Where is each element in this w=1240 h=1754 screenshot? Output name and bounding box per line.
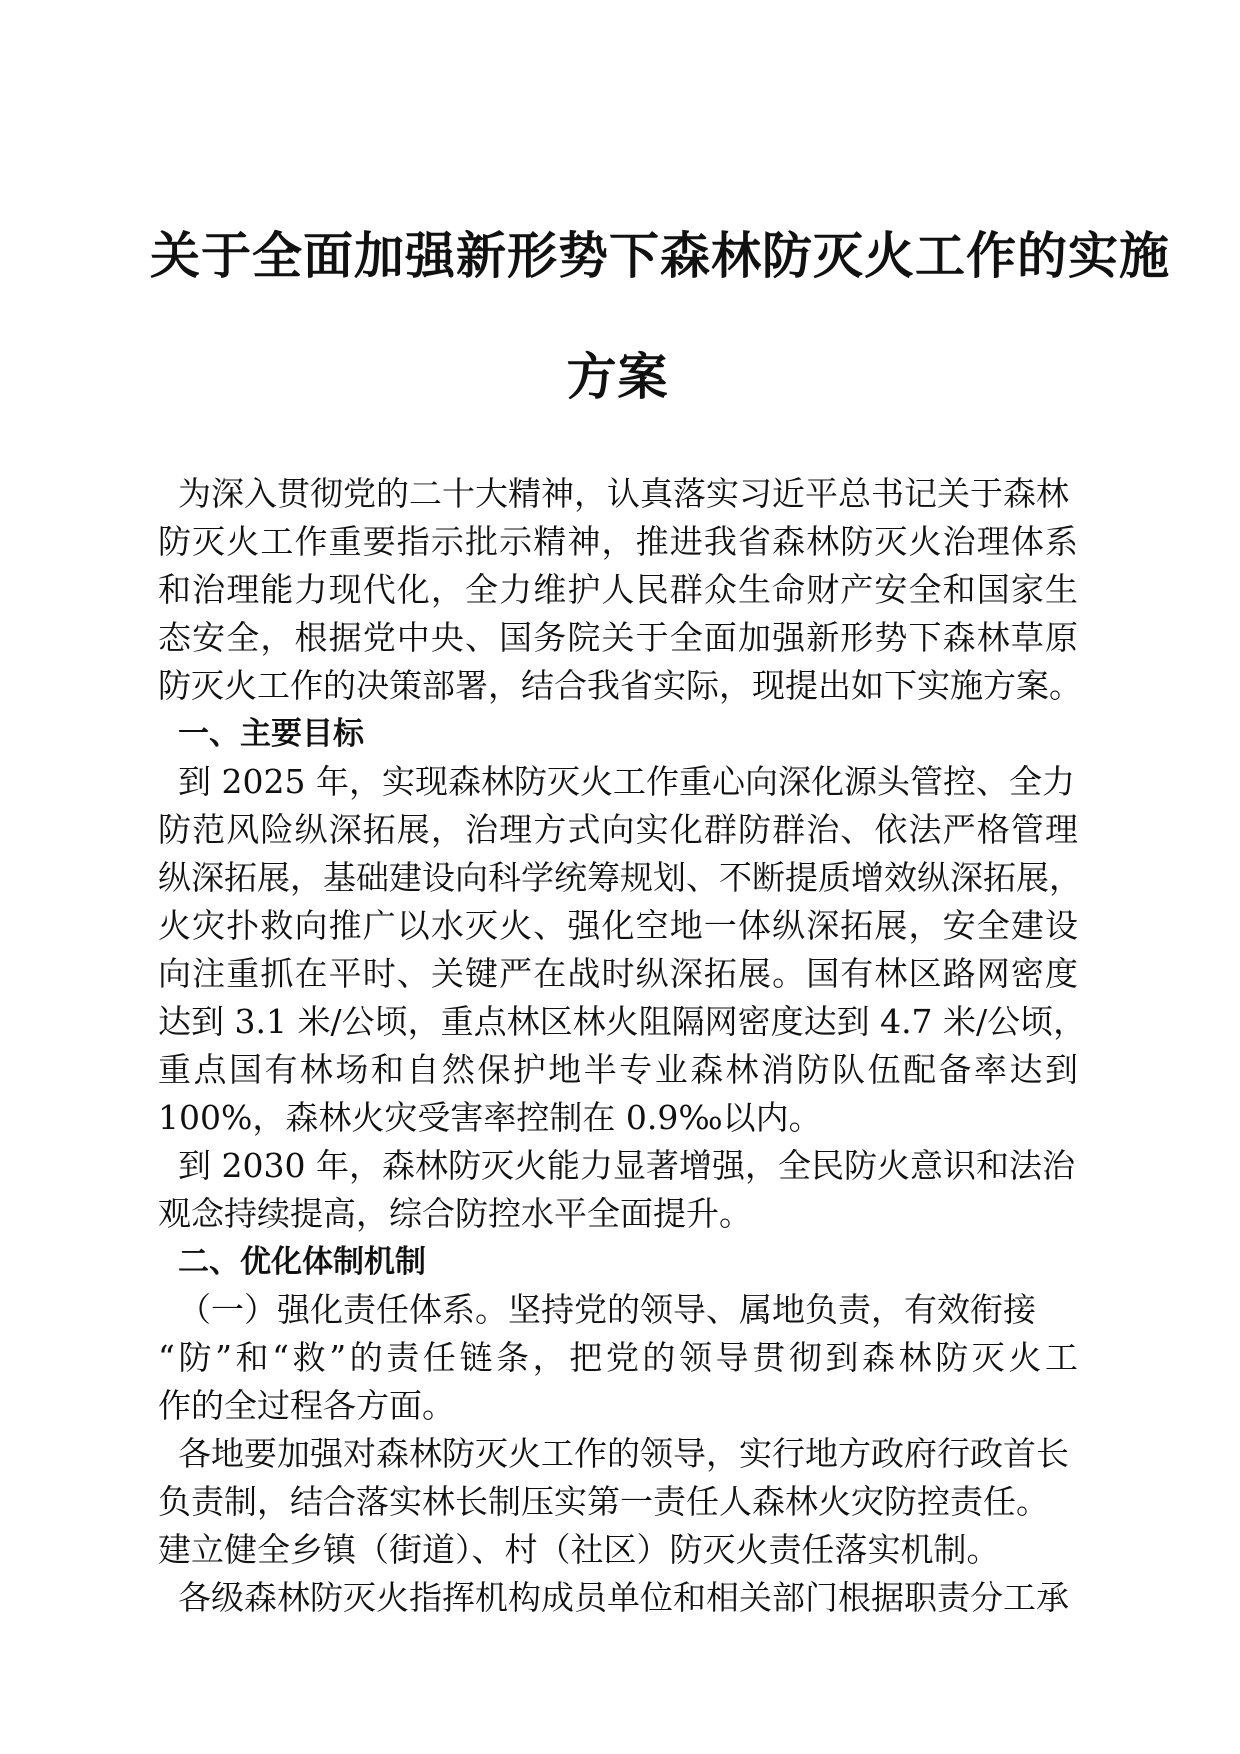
body-text-line: 火灾扑救向推广以水灭火、强化空地一体纵深拓展，安全建设	[158, 906, 1078, 945]
body-text-line: 防范风险纵深拓展，治理方式向实化群防群治、依法严格管理	[158, 810, 1078, 849]
document-body	[158, 470, 1087, 1622]
body-text-line: 达到 3.1 米/公顷，重点林区林火阻隔网密度达到 4.7 米/公顷，	[158, 1002, 1087, 1041]
body-text-line: 观念持续提高，综合防控水平全面提升。	[158, 1194, 752, 1233]
body-text-line: 各级森林防灭火指挥机构成员单位和相关部门根据职责分工承	[178, 1578, 1069, 1617]
body-text-line: 建立健全乡镇（街道）、村（社区）防灭火责任落实机制。	[158, 1530, 1000, 1569]
section-heading: 一、主要目标	[178, 716, 364, 752]
body-text-line: 到 2025 年，实现森林防灭火工作重心向深化源头管控、全力	[178, 762, 1075, 801]
body-text-line: 100%，森林火灾受害率控制在 0.9‰以内。	[158, 1098, 822, 1137]
body-text-line: 作的全过程各方面。	[158, 1386, 455, 1425]
body-text-line: 向注重抓在平时、关键严在战时纵深拓展。国有林区路网密度	[158, 954, 1078, 993]
body-text-line: 态安全，根据党中央、国务院关于全面加强新形势下森林草原	[158, 618, 1078, 657]
body-text-line: 和治理能力现代化，全力维护人民群众生命财产安全和国家生	[158, 570, 1078, 609]
body-text-line: 为深入贯彻党的二十大精神，认真落实习近平总书记关于森林	[178, 474, 1069, 513]
body-text-line: 负责制，结合落实林长制压实第一责任人森林火灾防控责任。	[158, 1482, 1049, 1521]
document-title-line-1: 关于全面加强新形势下森林防灭火工作的实施	[150, 226, 1170, 285]
body-text-line: 重点国有林场和自然保护地半专业森林消防队伍配备率达到	[158, 1050, 1078, 1089]
section-heading: 二、优化体制机制	[178, 1244, 426, 1280]
body-text-line: 防灭火工作重要指示批示精神，推进我省森林防灭火治理体系	[158, 522, 1078, 561]
body-text-line: “防”和“救”的责任链条，把党的领导贯彻到森林防灭火工	[158, 1338, 1078, 1377]
body-text-line: 防灭火工作的决策部署，结合我省实际，现提出如下实施方案。	[158, 666, 1082, 705]
body-text-line: 各地要加强对森林防灭火工作的领导，实行地方政府行政首长	[178, 1434, 1069, 1473]
document-title-line-2: 方案	[566, 347, 669, 406]
body-text-line: 到 2030 年，森林防灭火能力显著增强，全民防火意识和法治	[178, 1146, 1075, 1185]
body-text-line: 纵深拓展，基础建设向科学统筹规划、不断提质增效纵深拓展，	[158, 858, 1082, 897]
body-text-line: （一）强化责任体系。坚持党的领导、属地负责，有效衔接	[178, 1290, 1036, 1329]
